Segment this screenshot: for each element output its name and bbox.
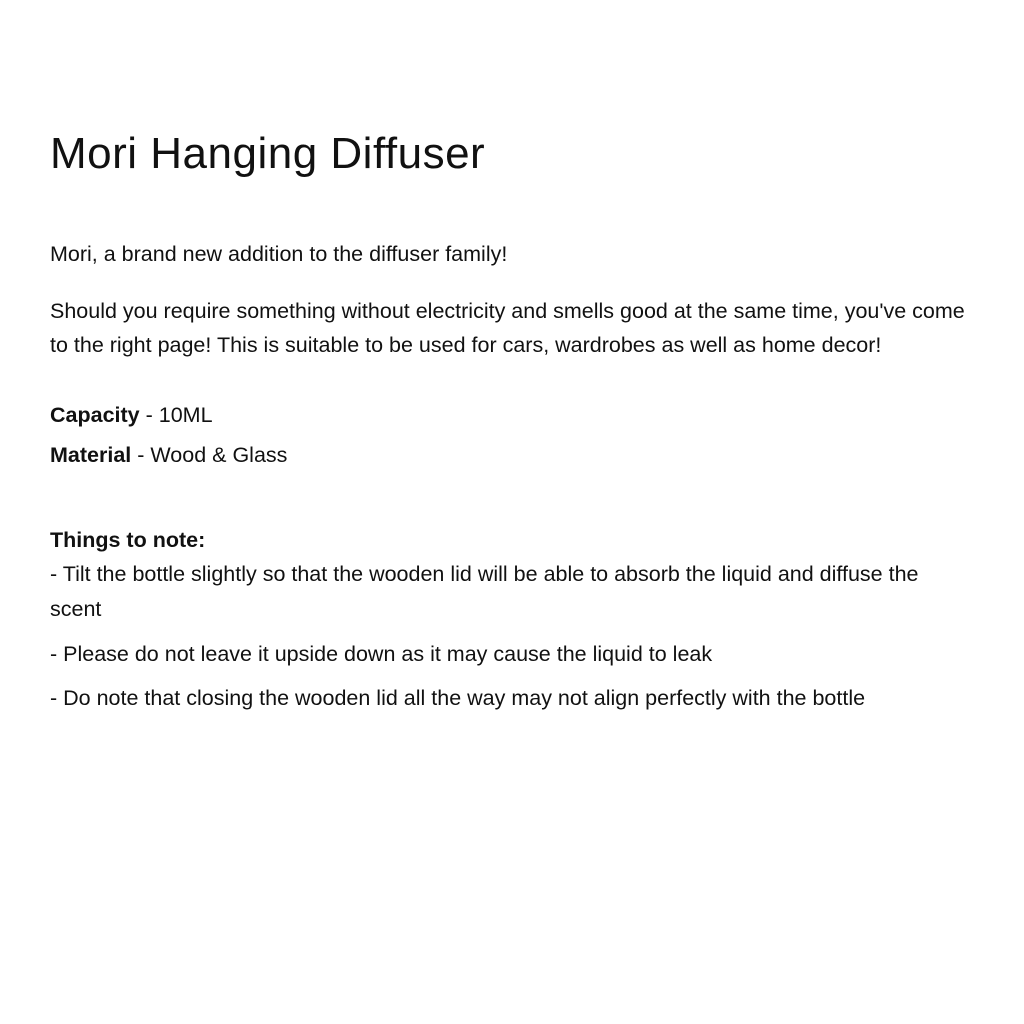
- note-item: - Tilt the bottle slightly so that the wooden lid will be able to absorb the liquid and diffuse the scent: [50, 561, 919, 621]
- intro-paragraph-1: Mori, a brand new addition to the diffuser family!: [50, 241, 508, 266]
- intro-paragraph-2: Should you require something without electricity and smells good at the same time, you've come to the right page! This is suitable to be used for cars, wardrobes as well as home decor!: [50, 298, 965, 358]
- spec-capacity: [50, 399, 974, 432]
- notes-heading: Things to note:: [50, 527, 206, 552]
- spec-capacity-value: - 10ML: [145, 403, 213, 428]
- spec-material-label: Material: [50, 442, 132, 467]
- spec-capacity-label: Capacity: [50, 403, 140, 428]
- spec-material-value: - Wood & Glass: [137, 442, 288, 467]
- note-item: - Do note that closing the wooden lid all the way may not align perfectly with the bottle: [50, 686, 866, 711]
- spec-material: [50, 439, 974, 472]
- note-item: - Please do not leave it upside down as it may cause the liquid to leak: [50, 641, 713, 666]
- specifications-list: [50, 399, 974, 472]
- page-title: Mori Hanging Diffuser: [50, 129, 486, 178]
